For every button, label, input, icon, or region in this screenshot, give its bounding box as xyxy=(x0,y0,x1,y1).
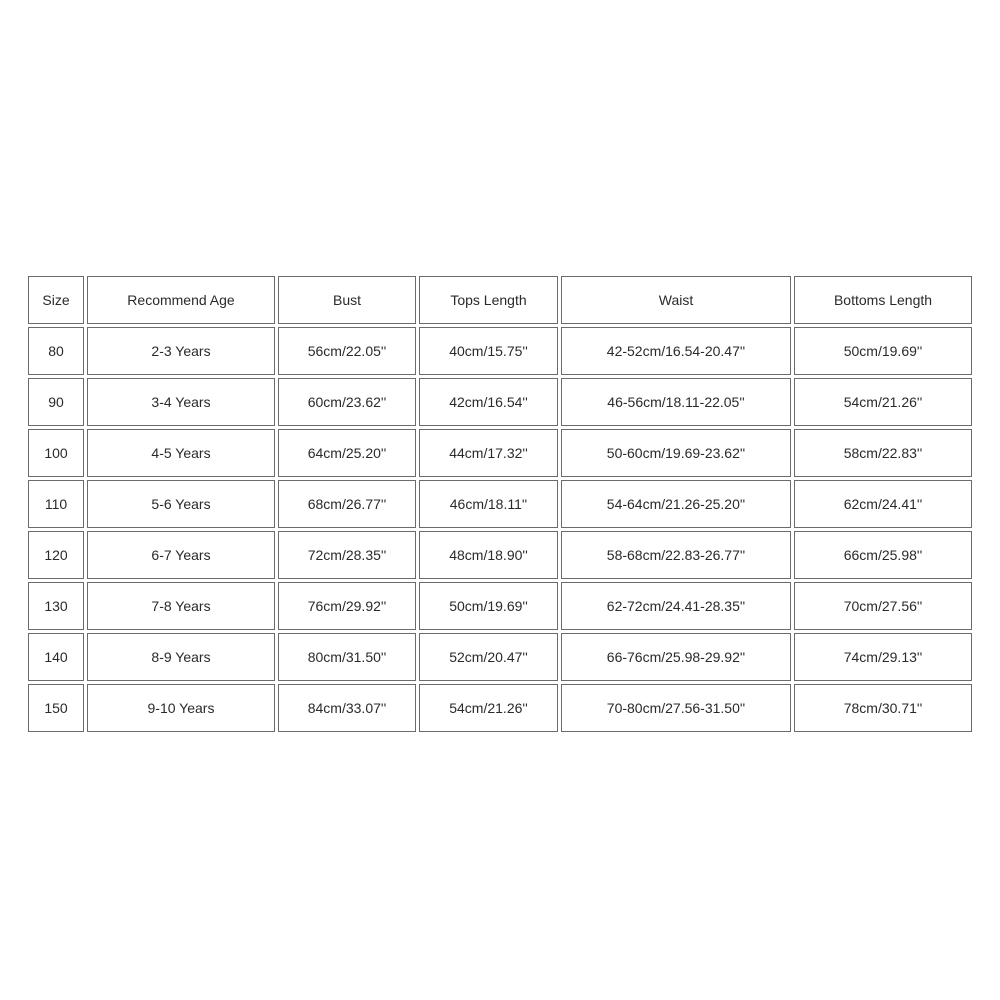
size-chart-table xyxy=(25,273,975,735)
cell-tops-length: 48cm/18.90'' xyxy=(419,531,558,579)
cell-recommend-age: 4-5 Years xyxy=(87,429,275,477)
cell-bust: 72cm/28.35'' xyxy=(278,531,416,579)
cell-bust: 80cm/31.50'' xyxy=(278,633,416,681)
cell-recommend-age: 9-10 Years xyxy=(87,684,275,732)
table-row xyxy=(28,531,972,579)
cell-tops-length: 40cm/15.75'' xyxy=(419,327,558,375)
cell-size: 100 xyxy=(28,429,84,477)
cell-bottoms-length: 70cm/27.56'' xyxy=(794,582,972,630)
cell-bottoms-length: 66cm/25.98'' xyxy=(794,531,972,579)
table-row xyxy=(28,429,972,477)
table-row xyxy=(28,480,972,528)
cell-size: 130 xyxy=(28,582,84,630)
table-row xyxy=(28,582,972,630)
cell-size: 140 xyxy=(28,633,84,681)
cell-waist: 62-72cm/24.41-28.35'' xyxy=(561,582,791,630)
cell-bottoms-length: 74cm/29.13'' xyxy=(794,633,972,681)
cell-bust: 84cm/33.07'' xyxy=(278,684,416,732)
cell-waist: 66-76cm/25.98-29.92'' xyxy=(561,633,791,681)
cell-tops-length: 50cm/19.69'' xyxy=(419,582,558,630)
header-cell-tops-length: Tops Length xyxy=(419,276,558,324)
cell-tops-length: 44cm/17.32'' xyxy=(419,429,558,477)
cell-waist: 70-80cm/27.56-31.50'' xyxy=(561,684,791,732)
cell-bust: 68cm/26.77'' xyxy=(278,480,416,528)
cell-bottoms-length: 78cm/30.71'' xyxy=(794,684,972,732)
header-cell-waist: Waist xyxy=(561,276,791,324)
cell-size: 90 xyxy=(28,378,84,426)
cell-bottoms-length: 62cm/24.41'' xyxy=(794,480,972,528)
cell-recommend-age: 3-4 Years xyxy=(87,378,275,426)
cell-waist: 42-52cm/16.54-20.47'' xyxy=(561,327,791,375)
size-chart-body xyxy=(28,276,972,732)
header-cell-bust: Bust xyxy=(278,276,416,324)
cell-recommend-age: 8-9 Years xyxy=(87,633,275,681)
table-header-row xyxy=(28,276,972,324)
header-cell-recommend-age: Recommend Age xyxy=(87,276,275,324)
cell-size: 80 xyxy=(28,327,84,375)
cell-size: 150 xyxy=(28,684,84,732)
cell-waist: 58-68cm/22.83-26.77'' xyxy=(561,531,791,579)
cell-bottoms-length: 50cm/19.69'' xyxy=(794,327,972,375)
table-row xyxy=(28,378,972,426)
cell-tops-length: 42cm/16.54'' xyxy=(419,378,558,426)
header-cell-bottoms-length: Bottoms Length xyxy=(794,276,972,324)
cell-size: 110 xyxy=(28,480,84,528)
cell-bust: 60cm/23.62'' xyxy=(278,378,416,426)
cell-waist: 50-60cm/19.69-23.62'' xyxy=(561,429,791,477)
cell-recommend-age: 6-7 Years xyxy=(87,531,275,579)
cell-recommend-age: 5-6 Years xyxy=(87,480,275,528)
cell-tops-length: 54cm/21.26'' xyxy=(419,684,558,732)
cell-bust: 64cm/25.20'' xyxy=(278,429,416,477)
header-cell-size: Size xyxy=(28,276,84,324)
cell-waist: 46-56cm/18.11-22.05'' xyxy=(561,378,791,426)
cell-recommend-age: 7-8 Years xyxy=(87,582,275,630)
cell-bust: 56cm/22.05'' xyxy=(278,327,416,375)
cell-size: 120 xyxy=(28,531,84,579)
cell-tops-length: 46cm/18.11'' xyxy=(419,480,558,528)
table-row xyxy=(28,633,972,681)
table-row xyxy=(28,684,972,732)
cell-bottoms-length: 58cm/22.83'' xyxy=(794,429,972,477)
cell-waist: 54-64cm/21.26-25.20'' xyxy=(561,480,791,528)
cell-recommend-age: 2-3 Years xyxy=(87,327,275,375)
cell-tops-length: 52cm/20.47'' xyxy=(419,633,558,681)
table-row xyxy=(28,327,972,375)
cell-bust: 76cm/29.92'' xyxy=(278,582,416,630)
cell-bottoms-length: 54cm/21.26'' xyxy=(794,378,972,426)
